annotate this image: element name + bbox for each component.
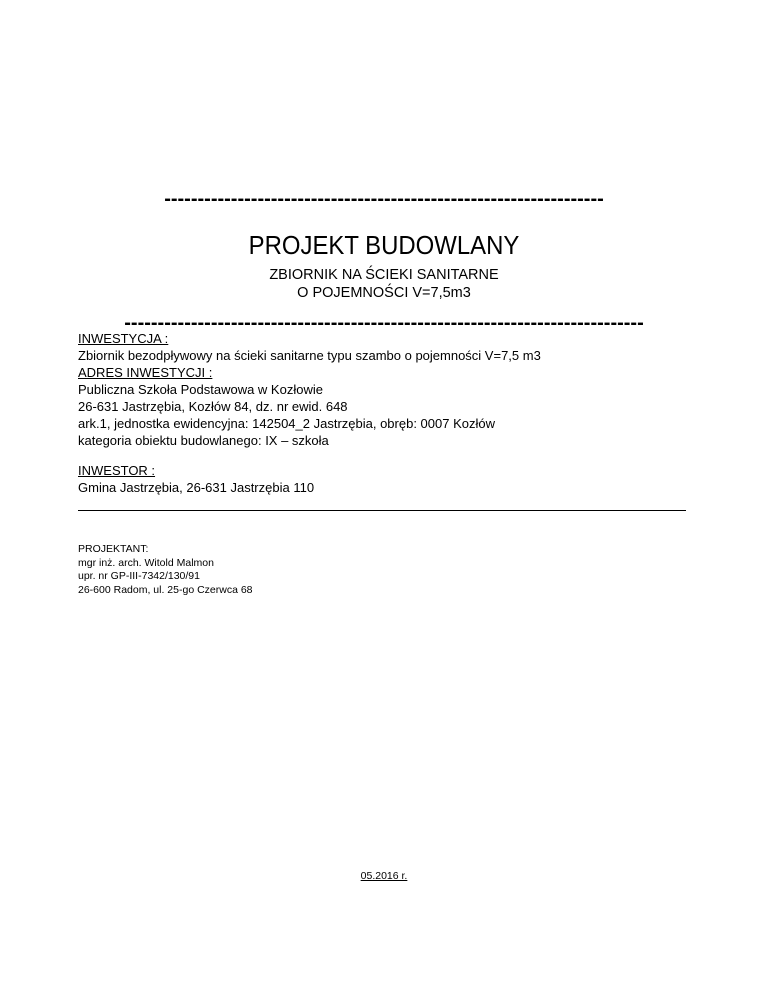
investment-section [78, 330, 698, 449]
horizontal-rule [78, 510, 686, 511]
document-date: 05.2016 r. [360, 870, 408, 882]
investor-value: Gmina Jastrzębia, 26-631 Jastrzębia 110 [78, 480, 315, 495]
investor-section [78, 462, 698, 496]
address-line: 26-631 Jastrzębia, Kozłów 84, dz. nr ewid. 648 [78, 399, 348, 414]
address-line: kategoria obiektu budowlanego: IX – szkoła [78, 433, 329, 448]
document-subtitle-1: ZBIORNIK NA ŚCIEKI SANITARNE [269, 267, 499, 283]
investor-label: INWESTOR : [78, 463, 156, 478]
document-subtitle-2: O POJEMNOŚCI V=7,5m3 [297, 285, 471, 301]
investment-address-label: ADRES INWESTYCJI : [78, 365, 213, 380]
dashed-separator-top: ------------------------------------------------------------------ [164, 188, 604, 210]
designer-line: mgr inż. arch. Witold Malmon [78, 556, 214, 569]
designer-section [78, 543, 253, 597]
document-title: PROJEKT BUDOWLANY [248, 230, 520, 260]
address-line: ark.1, jednostka ewidencyjna: 142504_2 Jastrzębia, obręb: 0007 Kozłów [78, 416, 495, 431]
designer-label: PROJEKTANT: [78, 543, 149, 555]
document-date-block [0, 870, 768, 883]
investment-description: Zbiornik bezodpływowy na ścieki sanitarne typu szambo o pojemności V=7,5 m3 [78, 348, 541, 363]
dashed-separator-bottom: ------------------------------------------------------------------------------ [124, 312, 644, 334]
investment-label: INWESTYCJA : [78, 331, 169, 346]
designer-line: upr. nr GP-III-7342/130/91 [78, 570, 200, 582]
address-line: Publiczna Szkoła Podstawowa w Kozłowie [78, 382, 323, 397]
designer-line: 26-600 Radom, ul. 25-go Czerwca 68 [78, 583, 253, 596]
